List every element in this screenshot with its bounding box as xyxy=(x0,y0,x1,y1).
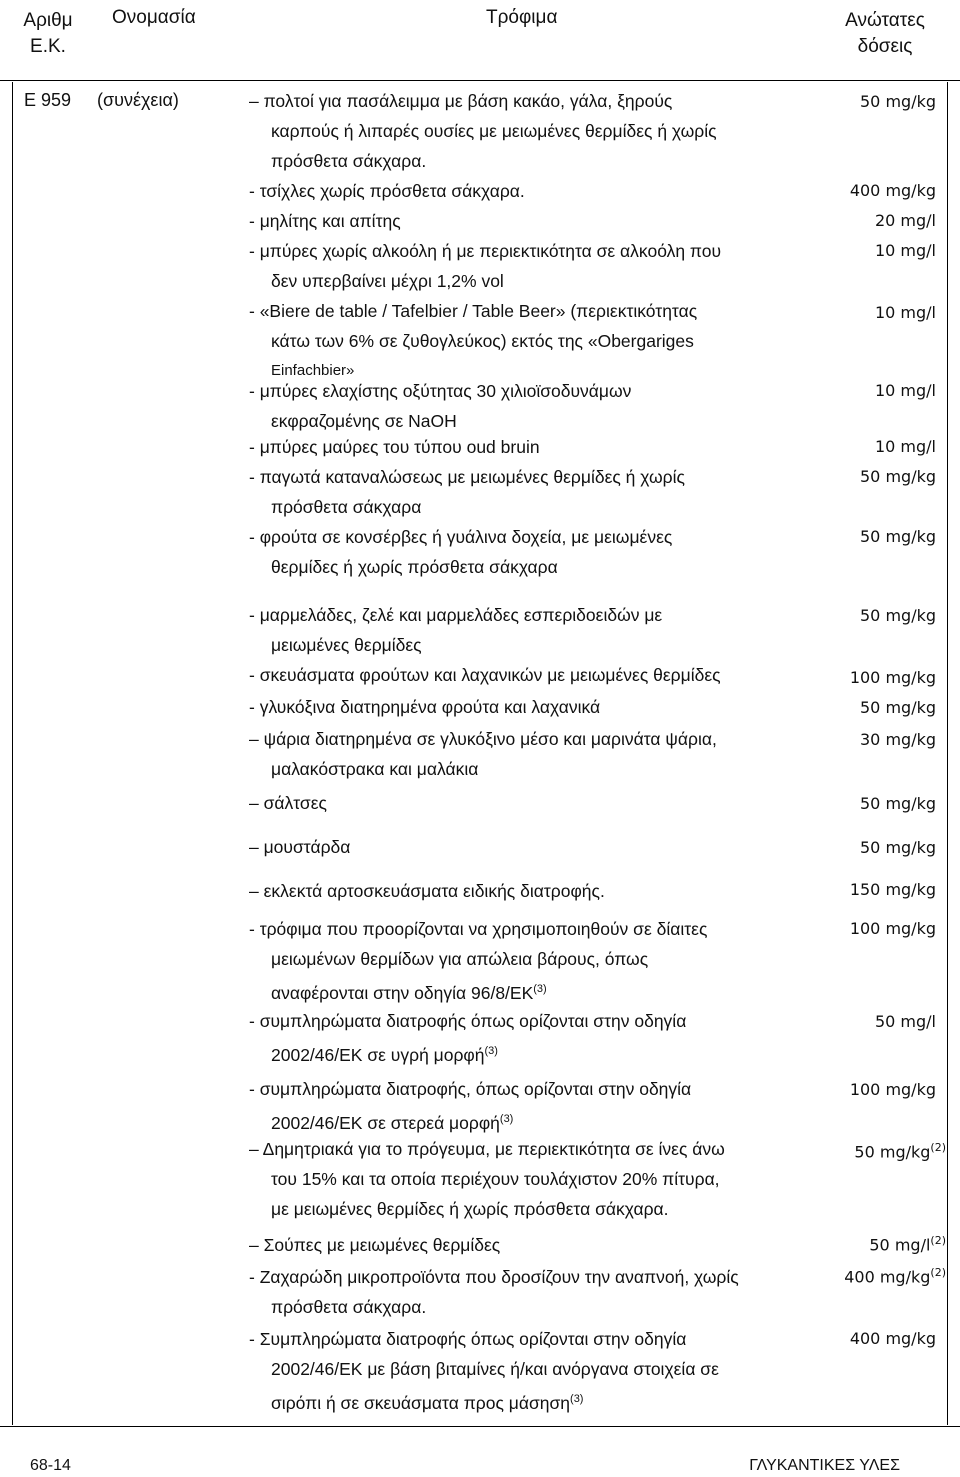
entry-name: (συνέχεια) xyxy=(97,90,179,110)
food-item xyxy=(249,832,350,862)
food-item xyxy=(249,724,717,784)
food-item xyxy=(249,876,605,906)
max-dose-value: 400 mg/kg xyxy=(844,1267,931,1287)
max-dose-value: 150 mg/kg xyxy=(849,880,936,899)
max-dose-value: 10 mg/l xyxy=(874,381,936,400)
food-item-line: – πολτοί για πασάλειμμα με βάση κακάο, γάλα, ξηρούς xyxy=(249,91,673,111)
dose-footnote-ref: (2) xyxy=(930,1266,946,1279)
food-item-line: καρπούς ή λιπαρές ουσίες με μειωμένες θερμίδες ή χωρίς xyxy=(271,121,717,141)
food-item-line: πρόσθετα σάκχαρα xyxy=(271,497,422,517)
max-dose-value: 50 mg/kg xyxy=(860,698,936,717)
max-dose-value: 50 mg/kg xyxy=(860,606,936,625)
food-item-line: μειωμένων θερμίδων για απώλεια βάρους, όπως xyxy=(271,949,649,969)
max-dose xyxy=(850,668,936,687)
header-food: Τρόφιμα xyxy=(486,7,558,28)
max-dose-value: 400 mg/kg xyxy=(849,1329,936,1348)
max-dose-value: 400 mg/kg xyxy=(849,181,936,200)
food-item-line: - μαρμελάδες, ζελέ και μαρμελάδες εσπεριδοειδών με xyxy=(249,605,663,625)
header-number xyxy=(18,8,78,60)
food-item-line: - τρόφιμα που προορίζονται να χρησιμοποιηθούν σε δίαιτες xyxy=(249,919,708,939)
entry-code: E 959 xyxy=(24,90,72,110)
food-item-line: 2002/46/ΕΚ με βάση βιταμίνες ή/και ανόργανα στοιχεία σε xyxy=(271,1359,719,1379)
food-item-line: μειωμένες θερμίδες xyxy=(271,635,422,655)
food-item-line: - Ζαχαρώδη μικροπροϊόντα που δροσίζουν την αναπνοή, χωρίς xyxy=(249,1267,739,1287)
max-dose xyxy=(869,1234,946,1254)
food-item-line: αναφέρονται στην οδηγία 96/8/ΕΚ$^{(3)}$ xyxy=(271,982,547,1003)
max-dose-value: 50 mg/kg xyxy=(854,1142,931,1162)
max-dose xyxy=(850,880,936,899)
food-item xyxy=(249,788,327,818)
table-border-right xyxy=(947,82,948,1425)
max-dose-value: 100 mg/kg xyxy=(849,668,936,687)
max-dose-value: 30 mg/kg xyxy=(860,730,936,749)
max-dose xyxy=(875,381,936,400)
food-item-line: με μειωμένες θερμίδες ή χωρίς πρόσθετα σάκχαρα. xyxy=(271,1199,669,1219)
food-item-line: σιρόπι ή σε σκευάσματα προς μάσηση$^{(3)}$ xyxy=(271,1392,584,1413)
max-dose-value: 10 mg/l xyxy=(874,437,936,456)
food-item-line: – ψάρια διατηρημένα σε γλυκόξινο μέσο και μαρινάτα ψάρια, xyxy=(249,729,717,749)
footer-section: ΓΛΥΚΑΝΤΙΚΕΣ ΥΛΕΣ xyxy=(749,1457,900,1474)
max-dose-value: 100 mg/kg xyxy=(849,1080,936,1099)
max-dose xyxy=(860,794,936,813)
food-item-line: - μηλίτης και απίτης xyxy=(249,211,401,231)
max-dose-value: 10 mg/l xyxy=(874,303,936,322)
max-dose-value: 50 mg/kg xyxy=(860,838,936,857)
max-dose-value: 10 mg/l xyxy=(874,241,936,260)
food-item xyxy=(249,236,721,296)
food-item-line: πρόσθετα σάκχαρα. xyxy=(271,1297,427,1317)
max-dose xyxy=(850,181,936,200)
max-dose xyxy=(850,1080,936,1099)
max-dose-value: 100 mg/kg xyxy=(849,919,936,938)
max-dose xyxy=(860,838,936,857)
header-max-line1: Ανώτατες xyxy=(845,10,925,31)
max-dose-value: 50 mg/kg xyxy=(860,527,936,546)
food-item-line: κάτω των 6% σε ζυθογλεύκος) εκτός της «Obergariges xyxy=(271,331,694,351)
max-dose xyxy=(860,606,936,625)
max-dose xyxy=(860,698,936,717)
food-item-line: - τσίχλες χωρίς πρόσθετα σάκχαρα. xyxy=(249,181,525,201)
food-item-line: - μπύρες ελαχίστης οξύτητας 30 χιλιοϊσοδυνάμων xyxy=(249,381,632,401)
footer-page: 68-14 xyxy=(30,1457,71,1474)
max-dose xyxy=(875,1012,936,1031)
max-dose-value: 50 mg/kg xyxy=(860,92,936,111)
max-dose xyxy=(850,919,936,938)
food-item-line: – Σούπες με μειωμένες θερμίδες xyxy=(249,1235,501,1255)
max-dose xyxy=(875,211,936,230)
max-dose xyxy=(850,1329,936,1348)
food-item-line: - φρούτα σε κονσέρβες ή γυάλινα δοχεία, με μειωμένες xyxy=(249,527,673,547)
footnote-ref: (3) xyxy=(499,1113,514,1125)
max-dose xyxy=(875,303,936,322)
food-item-line: μαλακόστρακα και μαλάκια xyxy=(271,759,479,779)
food-item xyxy=(249,692,600,722)
max-dose-value: 20 mg/l xyxy=(874,211,936,230)
food-item xyxy=(249,86,717,176)
food-item-line: - συμπληρώματα διατροφής, όπως ορίζονται στην οδηγία xyxy=(249,1079,692,1099)
food-item-line: εκφραζομένης σε NaOH xyxy=(271,411,457,431)
header-number-line2: Ε.Κ. xyxy=(30,36,66,57)
food-item-line: 2002/46/ΕΚ σε υγρή μορφή$^{(3)}$ xyxy=(271,1044,498,1065)
food-item-line: - «Biere de table / Tafelbier / Table Beer» (περιεκτικότητας xyxy=(249,301,698,321)
food-item-line: - συμπληρώματα διατροφής όπως ορίζονται στην οδηγία xyxy=(249,1011,687,1031)
food-item-line: δεν υπερβαίνει μέχρι 1,2% vol xyxy=(271,271,504,291)
footnote-ref: (3) xyxy=(570,1393,584,1405)
food-item-line: Einfachbier» xyxy=(271,362,355,379)
max-dose-value: 50 mg/kg xyxy=(860,794,936,813)
food-item xyxy=(249,432,540,462)
food-item-line: - μπύρες χωρίς αλκοόλη ή με περιεκτικότητα σε αλκοόλη που xyxy=(249,241,722,261)
table-header xyxy=(0,0,960,80)
dose-footnote-ref: (2) xyxy=(930,1234,946,1247)
max-dose xyxy=(875,437,936,456)
food-item-line: πρόσθετα σάκχαρα. xyxy=(271,151,427,171)
header-number-line1: Αριθμ xyxy=(23,10,73,31)
food-item xyxy=(249,462,685,522)
max-dose-value: 50 mg/l xyxy=(874,1012,936,1031)
max-dose xyxy=(844,1266,946,1286)
food-item xyxy=(249,1006,686,1070)
food-item xyxy=(249,1262,739,1322)
food-item-line: 2002/46/ΕΚ σε στερεά μορφή$^{(3)}$ xyxy=(271,1112,514,1133)
header-max-dose xyxy=(835,8,935,60)
food-item-line: – σάλτσες xyxy=(249,793,327,813)
food-item xyxy=(249,1230,500,1260)
header-max-line2: δόσεις xyxy=(857,36,913,57)
food-item xyxy=(249,914,707,1008)
food-item xyxy=(249,660,721,690)
max-dose xyxy=(854,1141,946,1161)
max-dose xyxy=(860,467,936,486)
max-dose xyxy=(860,92,936,111)
max-dose xyxy=(875,241,936,260)
food-item-line: - Συμπληρώματα διατροφής όπως ορίζονται στην οδηγία xyxy=(249,1329,687,1349)
footnote-ref: (3) xyxy=(533,983,547,995)
max-dose xyxy=(860,730,936,749)
food-item-line: - παγωτά καταναλώσεως με μειωμένες θερμίδες ή χωρίς xyxy=(249,467,685,487)
food-item xyxy=(249,376,631,436)
food-item xyxy=(249,522,672,582)
max-dose xyxy=(860,527,936,546)
header-rule xyxy=(0,80,960,81)
food-item xyxy=(249,296,697,386)
footnote-ref: (3) xyxy=(484,1045,498,1057)
food-item-line: - σκευάσματα φρούτων και λαχανικών με μειωμένες θερμίδες xyxy=(249,665,721,685)
food-item xyxy=(249,206,401,236)
food-item xyxy=(249,176,525,206)
food-item xyxy=(249,1324,719,1418)
food-item-line: – εκλεκτά αρτοσκευάσματα ειδικής διατροφής. xyxy=(249,881,605,901)
header-name: Ονομασία xyxy=(112,7,196,28)
table-border-left xyxy=(12,82,13,1425)
food-item xyxy=(249,1134,725,1224)
food-item xyxy=(249,1074,691,1138)
food-item xyxy=(249,600,662,660)
food-item-line: - μπύρες μαύρες του τύπου oud bruin xyxy=(249,437,540,457)
food-item-line: θερμίδες ή χωρίς πρόσθετα σάκχαρα xyxy=(271,557,558,577)
max-dose-value: 50 mg/l xyxy=(869,1235,931,1255)
dose-footnote-ref: (2) xyxy=(930,1141,946,1154)
food-item-line: – Δημητριακά για το πρόγευμα, με περιεκτικότητα σε ίνες άνω xyxy=(249,1139,725,1159)
food-item-line: του 15% και τα οποία περιέχουν τουλάχιστον 20% πίτυρα, xyxy=(271,1169,720,1189)
food-item-line: - γλυκόξινα διατηρημένα φρούτα και λαχανικά xyxy=(249,697,601,717)
food-item-line: – μουστάρδα xyxy=(249,837,351,857)
footer-rule xyxy=(0,1426,960,1427)
max-dose-value: 50 mg/kg xyxy=(860,467,936,486)
